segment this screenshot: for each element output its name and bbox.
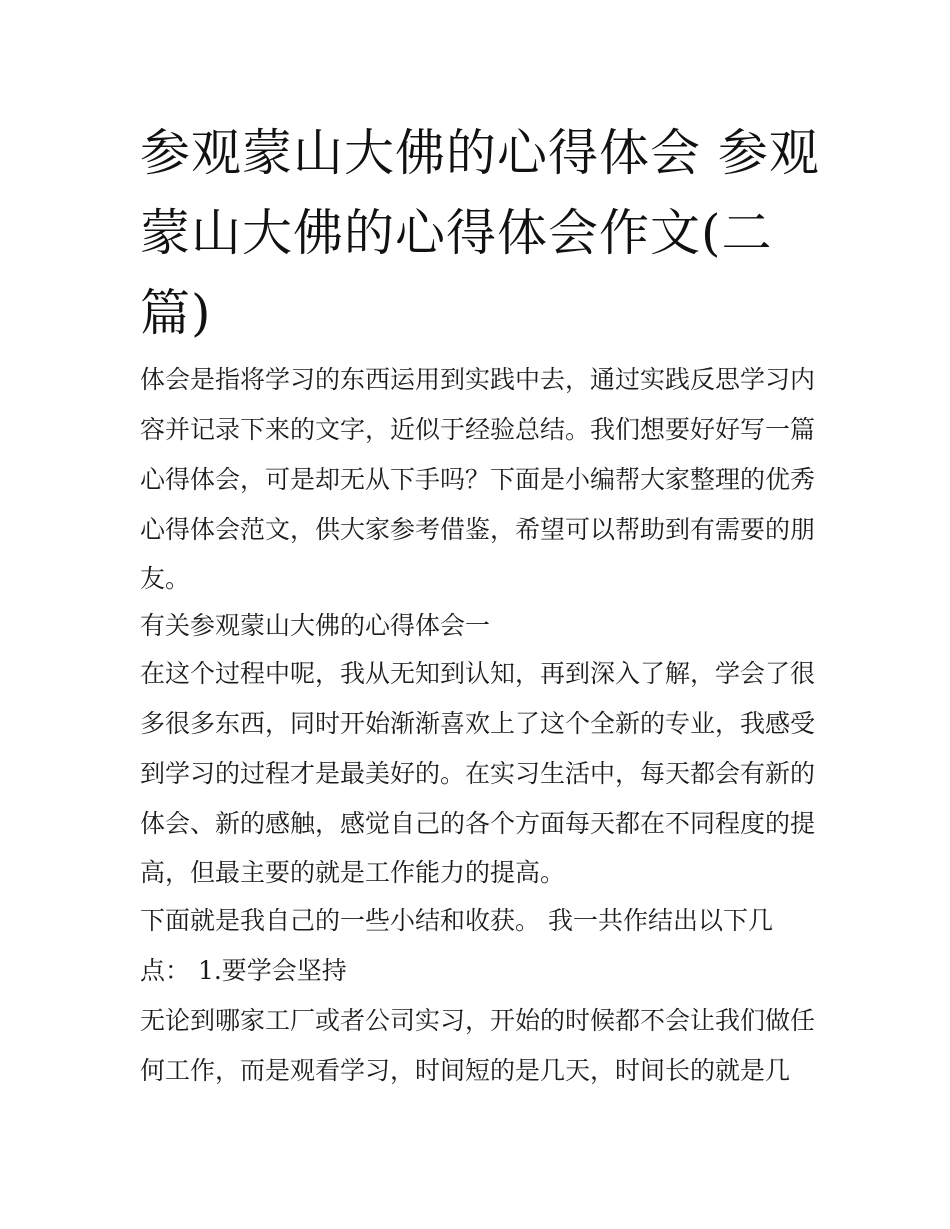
- body-line: 在这个过程中呢，我从无知到认知，再到深入了解，学会了很: [140, 659, 816, 688]
- document-body: [140, 355, 820, 1096]
- title-line: 篇): [140, 284, 212, 342]
- body-line: 何工作，而是观看学习，时间短的是几天，时间长的就是几: [140, 1056, 791, 1085]
- body-line: 多很多东西，同时开始渐渐喜欢上了这个全新的专业，我感受: [140, 709, 816, 738]
- title-line: 蒙山大佛的心得体会作文(二: [140, 204, 773, 262]
- body-line: 心得体会范文，供大家参考借鉴，希望可以帮助到有需要的朋: [140, 515, 816, 544]
- body-line: 下面就是我自己的一些小结和收获。 我一共作结出以下几: [140, 906, 773, 935]
- body-line: 体会是指将学习的东西运用到实践中去，通过实践反思学习内: [140, 365, 816, 394]
- body-line: 友。: [140, 564, 191, 593]
- body-line: 点： 1.要学会坚持: [140, 956, 347, 985]
- body-line: 到学习的过程才是最美好的。在实习生活中，每天都会有新的: [140, 759, 816, 788]
- document-title: [140, 113, 820, 353]
- title-line: 参观蒙山大佛的心得体会 参观: [140, 124, 820, 182]
- body-line: 体会、新的感触，感觉自己的各个方面每天都在不同程度的提: [140, 809, 816, 838]
- body-line: 无论到哪家工厂或者公司实习，开始的时候都不会让我们做任: [140, 1006, 816, 1035]
- body-line: 心得体会，可是却无从下手吗？下面是小编帮大家整理的优秀: [140, 465, 816, 494]
- body-line: 容并记录下来的文字，近似于经验总结。我们想要好好写一篇: [140, 415, 816, 444]
- body-line: 高，但最主要的就是工作能力的提高。: [140, 858, 566, 887]
- section-heading: 有关参观蒙山大佛的心得体会一: [140, 611, 491, 640]
